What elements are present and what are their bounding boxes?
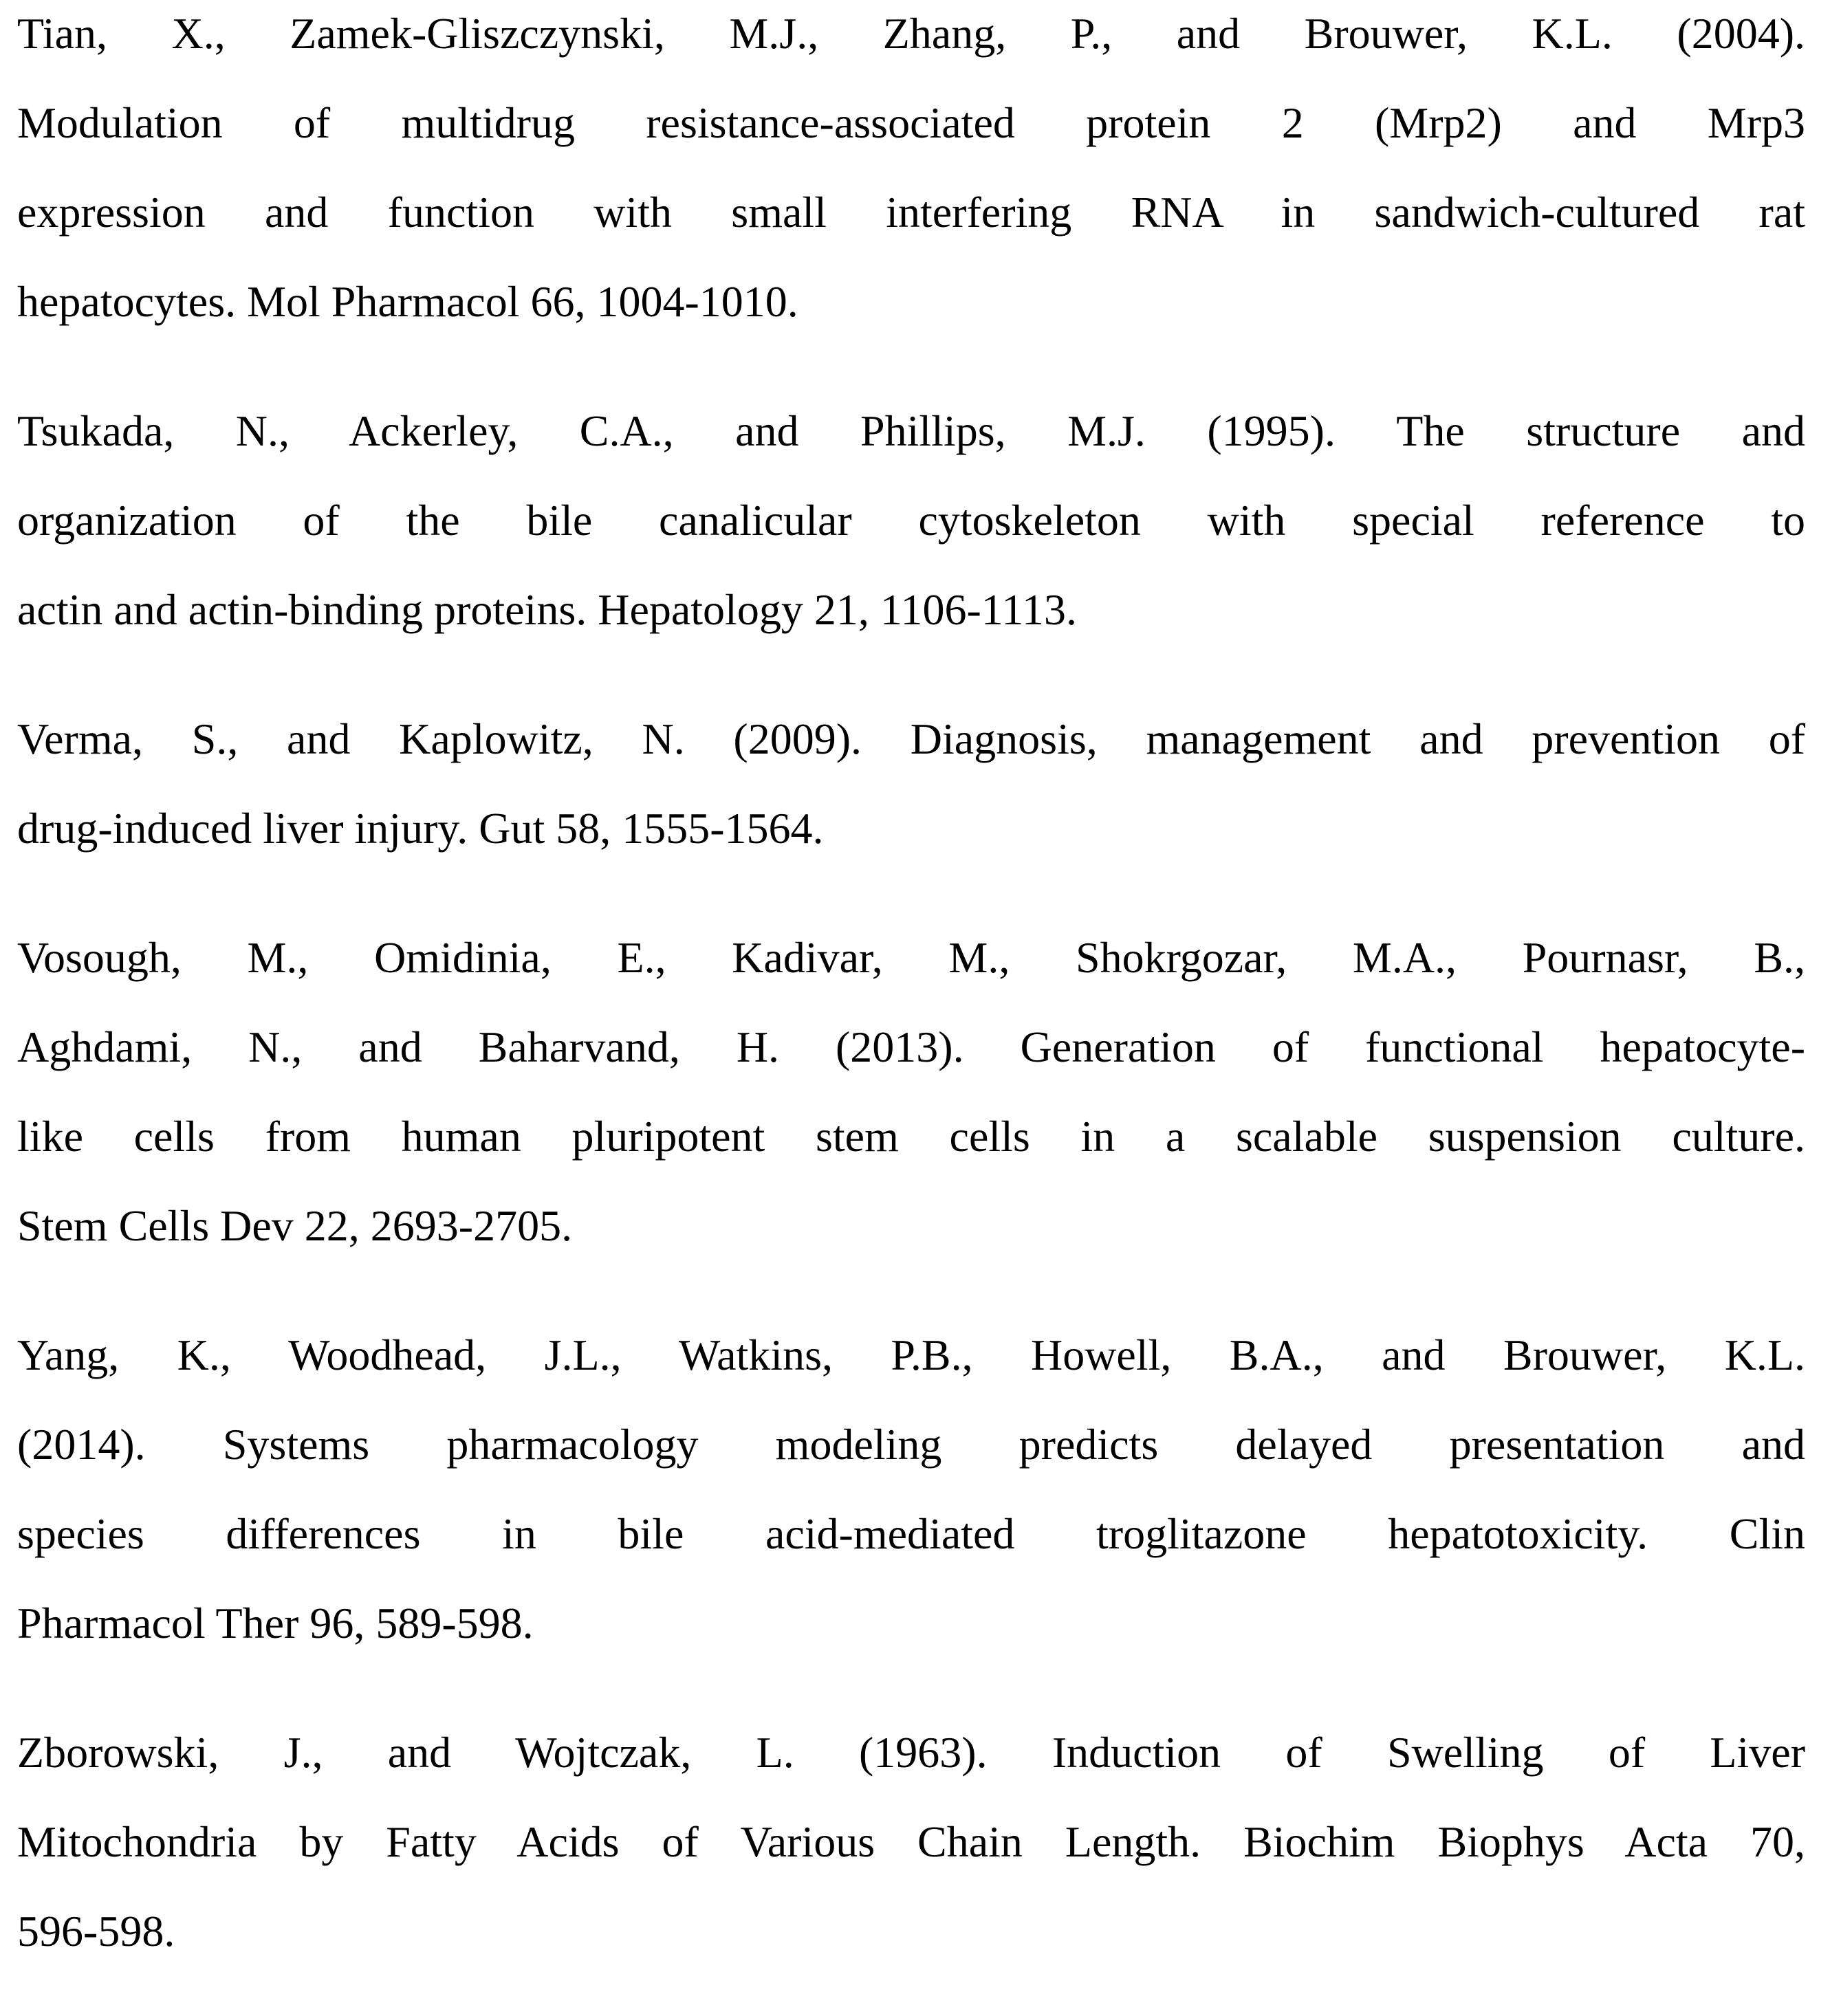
reference-line: Tsukada, N., Ackerley, C.A., and Phillips, M.J. (1995). The structure and bbox=[17, 386, 1805, 476]
reference-line: Pharmacol Ther 96, 589-598. bbox=[17, 1579, 1805, 1668]
reference-line: Modulation of multidrug resistance-associated protein 2 (Mrp2) and Mrp3 bbox=[17, 78, 1805, 168]
reference-line: species differences in bile acid-mediated troglitazone hepatotoxicity. Clin bbox=[17, 1489, 1805, 1579]
reference-line: Mitochondria by Fatty Acids of Various Chain Length. Biochim Biophys Acta 70, bbox=[17, 1797, 1805, 1887]
reference-entry bbox=[17, 694, 1805, 873]
reference-line: organization of the bile canalicular cytoskeleton with special reference to bbox=[17, 476, 1805, 565]
reference-list bbox=[17, 0, 1805, 2016]
reference-entry bbox=[17, 913, 1805, 1271]
reference-entry bbox=[17, 386, 1805, 655]
reference-line: Tian, X., Zamek-Gliszczynski, M.J., Zhang, P., and Brouwer, K.L. (2004). bbox=[17, 0, 1805, 78]
reference-line: expression and function with small interfering RNA in sandwich-cultured rat bbox=[17, 168, 1805, 257]
reference-line: Yang, K., Woodhead, J.L., Watkins, P.B., Howell, B.A., and Brouwer, K.L. bbox=[17, 1311, 1805, 1400]
reference-line: like cells from human pluripotent stem cells in a scalable suspension culture. bbox=[17, 1092, 1805, 1181]
reference-entry bbox=[17, 1708, 1805, 1976]
reference-line: Zborowski, J., and Wojtczak, L. (1963). Induction of Swelling of Liver bbox=[17, 1708, 1805, 1797]
reference-line: Vosough, M., Omidinia, E., Kadivar, M., Shokrgozar, M.A., Pournasr, B., bbox=[17, 913, 1805, 1002]
reference-line: (2014). Systems pharmacology modeling predicts delayed presentation and bbox=[17, 1400, 1805, 1489]
reference-line: Aghdami, N., and Baharvand, H. (2013). Generation of functional hepatocyte- bbox=[17, 1002, 1805, 1092]
reference-line: Stem Cells Dev 22, 2693-2705. bbox=[17, 1181, 1805, 1271]
reference-entry bbox=[17, 1311, 1805, 1668]
reference-entry bbox=[17, 0, 1805, 347]
reference-line: drug-induced liver injury. Gut 58, 1555-1564. bbox=[17, 784, 1805, 873]
reference-line: hepatocytes. Mol Pharmacol 66, 1004-1010. bbox=[17, 257, 1805, 347]
reference-line: 596-598. bbox=[17, 1887, 1805, 1976]
reference-line: Verma, S., and Kaplowitz, N. (2009). Diagnosis, management and prevention of bbox=[17, 694, 1805, 784]
reference-line: actin and actin-binding proteins. Hepatology 21, 1106-1113. bbox=[17, 565, 1805, 655]
